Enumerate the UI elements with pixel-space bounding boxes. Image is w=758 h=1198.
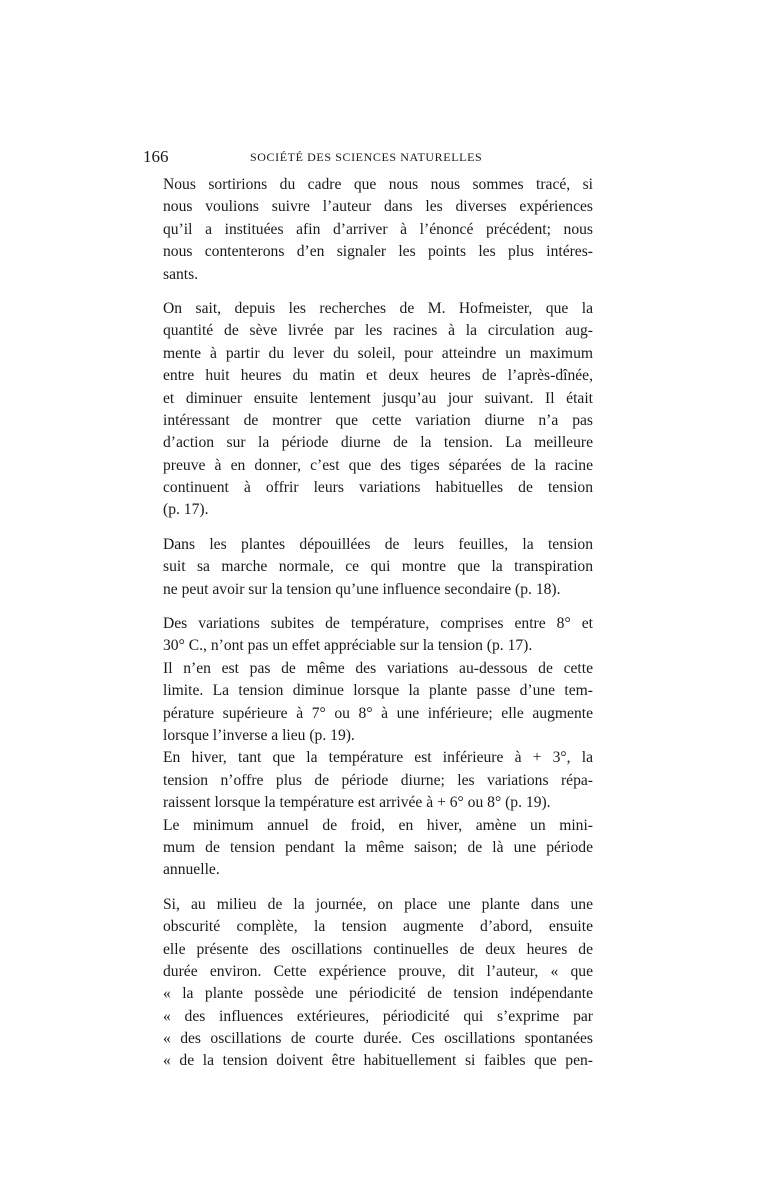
- text-line: pérature supérieure à 7° ou 8° à une inférieure; elle augmente: [163, 704, 593, 722]
- text-line: et diminuer ensuite lentement jusqu’au jour suivant. Il était: [163, 389, 593, 407]
- text-line: « la plante possède une périodicité de tension indépendante: [163, 985, 593, 1003]
- paragraph: [163, 815, 593, 882]
- paragraph: [163, 298, 593, 522]
- text-line: obscurité complète, la tension augmente d’abord, ensuite: [163, 918, 593, 936]
- text-line: continuent à offrir leurs variations habituelles de tension: [163, 479, 593, 497]
- running-head: SOCIÉTÉ DES SCIENCES NATURELLES: [250, 150, 483, 164]
- text-line: preuve à en donner, c’est que des tiges séparées de la racine: [163, 456, 593, 474]
- text-line: Nous sortirions du cadre que nous nous sommes tracé, si: [163, 176, 593, 193]
- text-line: 30° C., n’ont pas un effet appréciable sur la tension (p. 17).: [163, 637, 533, 655]
- text-line: annuelle.: [163, 861, 220, 879]
- text-line: « des oscillations de courte durée. Ces oscillations spontanées: [163, 1030, 593, 1048]
- text-line: mente à partir du lever du soleil, pour atteindre un maximum: [163, 344, 593, 362]
- text-line: suit sa marche normale, ce qui montre que la transpiration: [163, 558, 593, 576]
- text-line: qu’il a instituées afin d’arriver à l’énoncé précédent; nous: [163, 220, 593, 238]
- text-line: Dans les plantes dépouillées de leurs feuilles, la tension: [163, 535, 593, 553]
- text-line: tension n’offre plus de période diurne; les variations répa-: [163, 771, 593, 789]
- text-line: « de la tension doivent être habituellement si faibles que pen-: [163, 1052, 593, 1070]
- text-line: « des influences extérieures, périodicité qui s’exprime par: [163, 1007, 593, 1025]
- text-line: (p. 17).: [163, 501, 209, 519]
- text-line: sants.: [163, 265, 199, 283]
- page-header: [143, 147, 595, 169]
- text-line: mum de tension pendant la même saison; de là une période: [163, 838, 593, 856]
- text-line: Des variations subites de température, comprises entre 8° et: [163, 615, 593, 633]
- paragraph: [163, 894, 593, 1073]
- text-line: lorsque l’inverse a lieu (p. 19).: [163, 726, 355, 744]
- text-line: intéressant de montrer que cette variation diurne n’a pas: [163, 411, 593, 429]
- paragraph: [163, 174, 593, 286]
- text-line: Si, au milieu de la journée, on place une plante dans une: [163, 895, 593, 913]
- text-line: limite. La tension diminue lorsque la plante passe d’une tem-: [163, 682, 593, 700]
- text-line: raissent lorsque la température est arrivée à + 6° ou 8° (p. 19).: [163, 794, 551, 812]
- paragraph: [163, 534, 593, 601]
- text-line: nous voulions suivre l’auteur dans les diverses expériences: [163, 198, 593, 216]
- page-number: 166: [143, 147, 169, 166]
- text-line: Le minimum annuel de froid, en hiver, amène un mini-: [163, 816, 593, 834]
- text-line: On sait, depuis les recherches de M. Hofmeister, que la: [163, 299, 593, 317]
- text-line: d’action sur la période diurne de la tension. La meilleure: [163, 434, 593, 452]
- text-line: nous contenterons d’en signaler les points les plus intéres-: [163, 243, 593, 261]
- text-line: elle présente des oscillations continuelles de deux heures de: [163, 940, 593, 958]
- text-line: ne peut avoir sur la tension qu’une influence secondaire (p. 18).: [163, 580, 561, 598]
- paragraph: [163, 658, 593, 748]
- paragraph: [163, 747, 593, 814]
- text-line: quantité de sève livrée par les racines à la circulation aug-: [163, 322, 593, 340]
- text-line: Il n’en est pas de même des variations au-dessous de cette: [163, 659, 593, 677]
- text-line: entre huit heures du matin et deux heures de l’après-dînée,: [163, 367, 593, 385]
- paragraph: [163, 613, 593, 658]
- text-line: En hiver, tant que la température est inférieure à + 3°, la: [163, 749, 593, 767]
- body-text: [163, 174, 593, 1073]
- text-line: durée environ. Cette expérience prouve, dit l’auteur, « que: [163, 962, 593, 980]
